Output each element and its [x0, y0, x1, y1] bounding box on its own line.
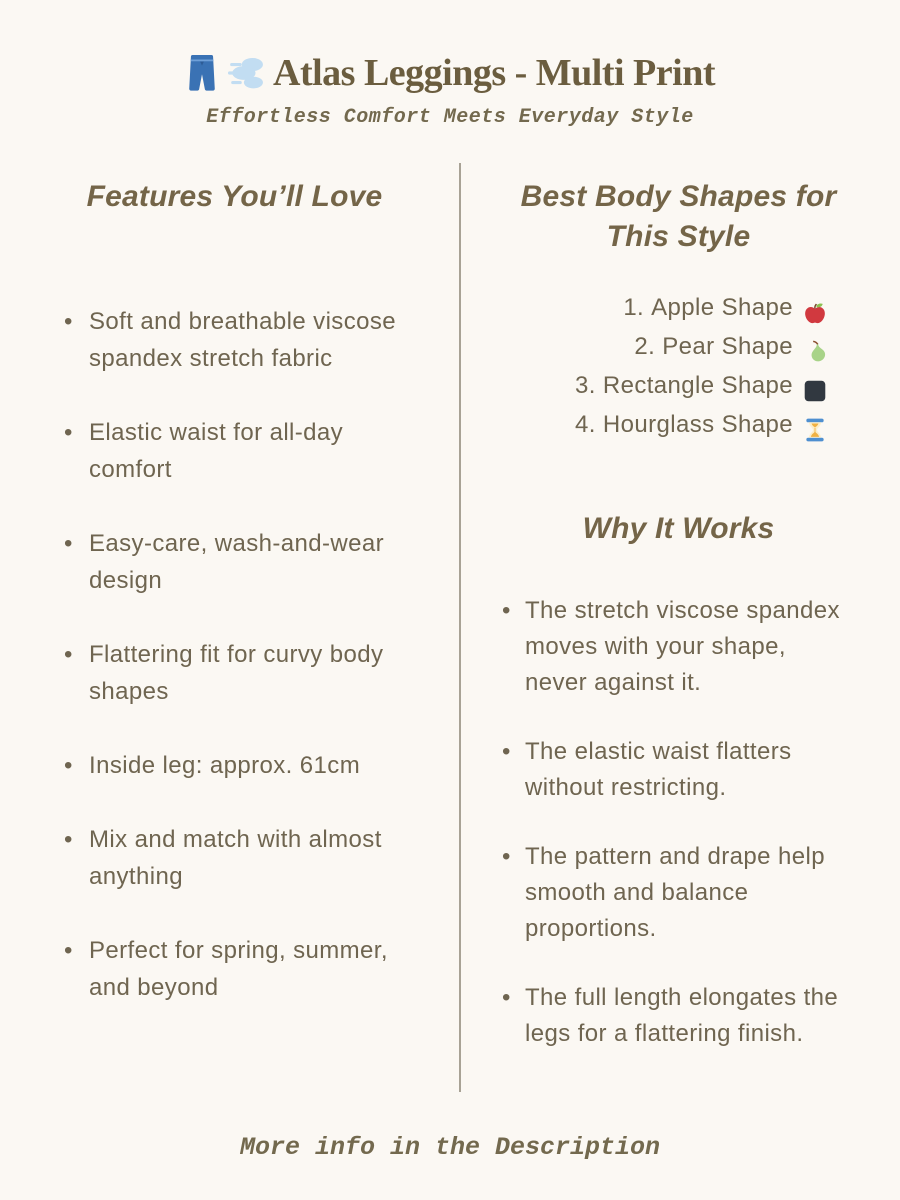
feature-item: [45, 414, 424, 488]
feature-text: Perfect for spring, summer, and beyond: [89, 937, 388, 1001]
shape-label: Hourglass Shape: [602, 411, 793, 438]
apple-icon: [802, 298, 828, 325]
feature-text: Elastic waist for all-day comfort: [89, 419, 344, 483]
why-heading: Why It Works: [582, 512, 775, 545]
feature-text: Soft and breathable viscose spandex stretch fabric: [89, 308, 396, 372]
shape-label: Rectangle Shape: [602, 372, 793, 399]
shape-icon-slot: [802, 372, 828, 407]
shape-label: Pear Shape: [662, 333, 793, 360]
page-title: Atlas Leggings - Multi Print: [273, 52, 715, 94]
page-subtitle: Effortless Comfort Meets Everyday Style: [206, 106, 694, 129]
shape-number: 4.: [575, 411, 596, 438]
reason-item: [502, 593, 855, 701]
feature-item: [45, 821, 424, 895]
title-row: [0, 50, 900, 96]
feature-item: [45, 303, 424, 377]
feature-text: Inside leg: approx. 61cm: [89, 752, 361, 779]
reasons-list: [502, 593, 855, 1052]
shape-item: [502, 407, 828, 446]
feature-text: Mix and match with almost anything: [89, 826, 382, 890]
feature-item: [45, 747, 424, 784]
hourglass-icon: [802, 415, 828, 442]
shape-icon-slot: [802, 294, 828, 329]
shape-item: [502, 368, 828, 407]
reason-text: The full length elongates the legs for a flattering finish.: [525, 984, 839, 1047]
reason-text: The pattern and drape help smooth and balance proportions.: [525, 843, 825, 942]
footer-note: More info in the Description: [239, 1133, 661, 1162]
header: [0, 0, 900, 131]
shape-number: 3.: [575, 372, 596, 399]
pear-icon: [802, 337, 828, 364]
shapes-section: [461, 163, 900, 1092]
shape-number: 1.: [623, 294, 645, 321]
feature-item: [45, 636, 424, 710]
shape-icon-slot: [802, 411, 828, 446]
shape-icon-slot: [802, 333, 828, 368]
shapes-list: [502, 290, 828, 446]
reason-text: The elastic waist flatters without restricting.: [525, 738, 792, 801]
feature-text: Easy-care, wash-and-wear design: [89, 530, 385, 594]
jeans-icon: [185, 54, 219, 92]
reason-item: [502, 734, 855, 806]
shapes-heading: Best Body Shapes for This Style: [520, 180, 837, 253]
feature-item: [45, 525, 424, 599]
reason-item: [502, 839, 855, 947]
features-list: [45, 303, 424, 1006]
reason-text: The stretch viscose spandex moves with your shape, never against it.: [525, 597, 840, 696]
shape-item: [502, 329, 828, 368]
feature-text: Flattering fit for curvy body shapes: [89, 641, 384, 705]
features-heading: Features You’ll Love: [86, 180, 383, 213]
shape-label: Apple Shape: [651, 294, 793, 321]
shape-number: 2.: [634, 333, 656, 360]
shape-item: [502, 290, 828, 329]
feature-item: [45, 932, 424, 1006]
rectangle-icon: [802, 376, 828, 403]
content-columns: [0, 163, 900, 1092]
wind-icon: [228, 56, 264, 90]
reason-item: [502, 980, 855, 1052]
features-section: [0, 163, 459, 1092]
